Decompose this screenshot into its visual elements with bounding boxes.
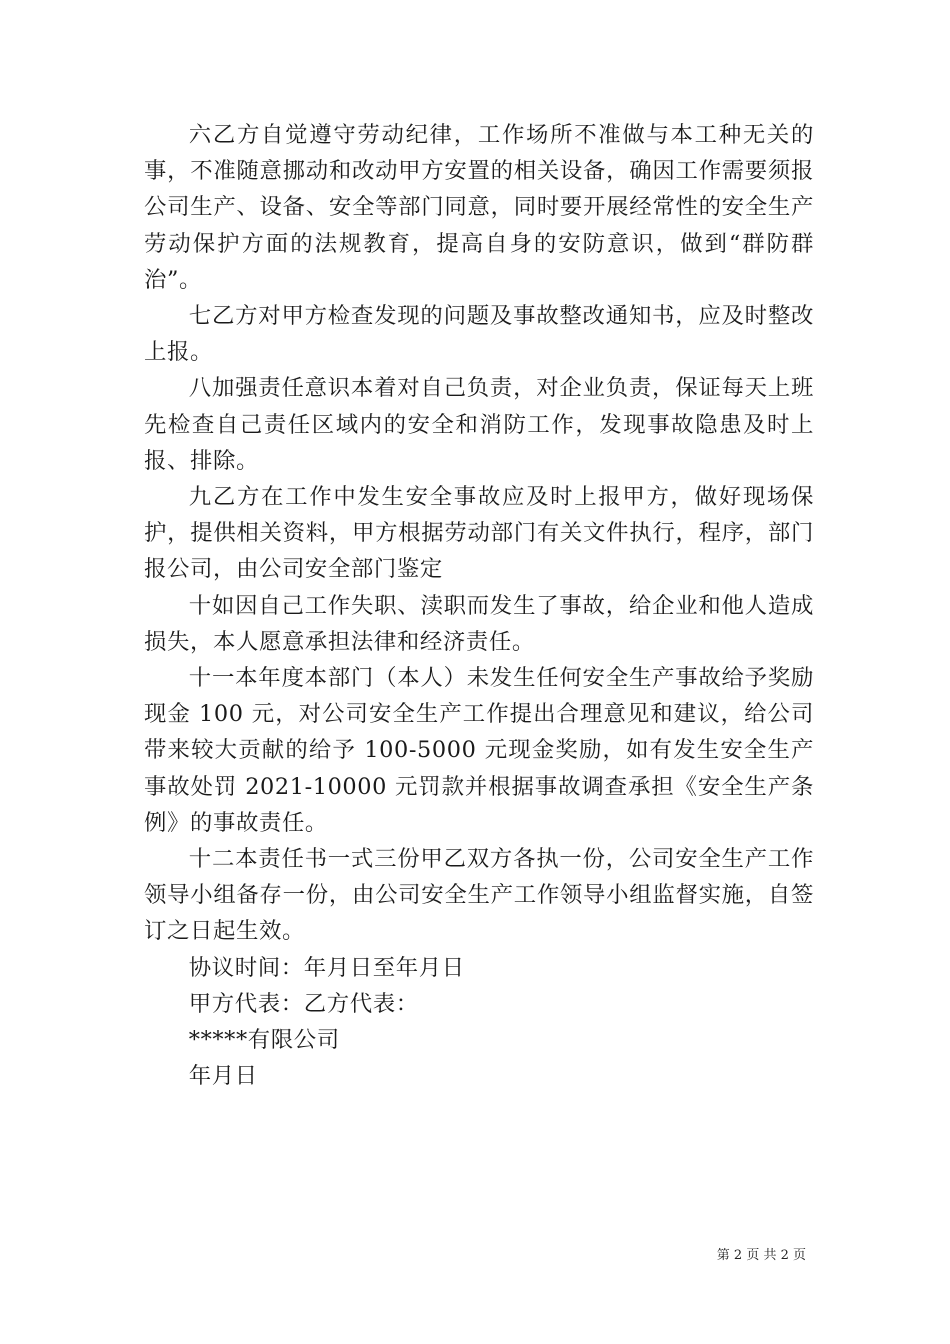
party-representatives: 甲方代表：乙方代表： — [188, 990, 419, 1017]
clause-12: 十二本责任书一式三份甲乙双方各执一份，公司安全生产工作领导小组备存一份，由公司安全生产工作领导小组监督实施，自签订之日起生效。 — [144, 846, 814, 945]
clause-6: 六乙方自觉遵守劳动纪律，工作场所不准做与本工种无关的事，不准随意挪动和改动甲方安置的相关设备，确因工作需要须报公司生产、设备、安全等部门同意，同时要开展经常性的安全生产劳动保护方面的法规教育，提高自身的安防意识，做到“群防群治”。 — [144, 122, 814, 293]
clause-10: 十如因自己工作失职、渎职而发生了事故，给企业和他人造成损失，本人愿意承担法律和经济责任。 — [144, 592, 814, 655]
clause-8: 八加强责任意识本着对自己负责，对企业负责，保证每天上班先检查自己责任区域内的安全和消防工作，发现事故隐患及时上报、排除。 — [144, 375, 814, 474]
document-body — [144, 117, 814, 1094]
clause-7: 七乙方对甲方检查发现的问题及事故整改通知书，应及时整改上报。 — [144, 303, 814, 366]
page-number-footer: 第 2 页 共 2 页 — [716, 1248, 806, 1263]
agreement-time: 协议时间：年月日至年月日 — [188, 954, 465, 981]
company-name: *****有限公司 — [188, 1027, 340, 1054]
clause-9: 九乙方在工作中发生安全事故应及时上报甲方，做好现场保护，提供相关资料，甲方根据劳动部门有关文件执行，程序，部门报公司，由公司安全部门鉴定 — [144, 484, 814, 583]
clause-11: 十一本年度本部门（本人）未发生任何安全生产事故给予奖励现金 100 元，对公司安全生产工作提出合理意见和建议，给公司带来较大贡献的给予 100-5000 元现金奖励，如有发生安全生产事故处罚 2021-10000 元罚款并根据事故调查承担《安全生产条例》的事故责任。 — [144, 665, 814, 836]
signature-date: 年月日 — [188, 1063, 258, 1090]
